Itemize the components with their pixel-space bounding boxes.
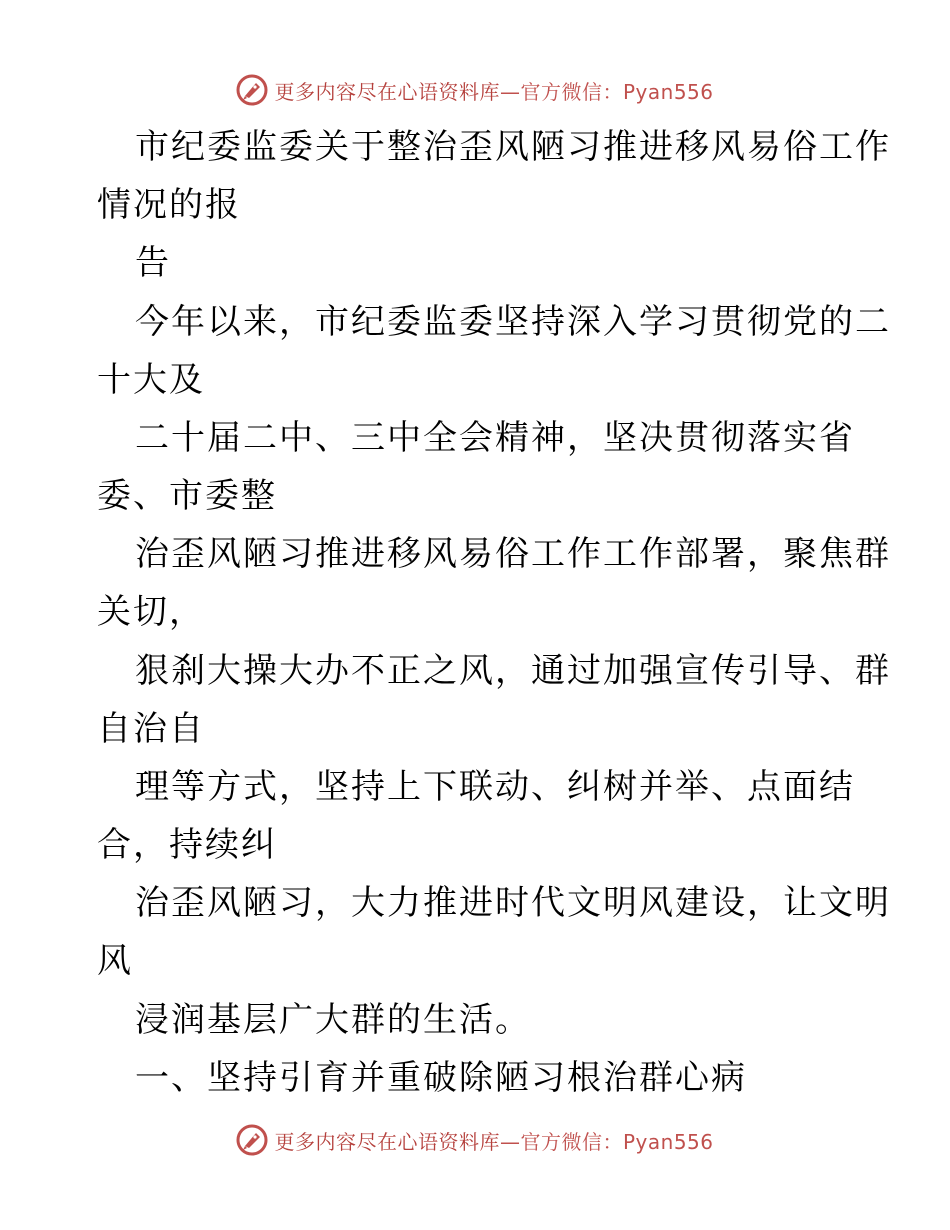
watermark-handle: Pyan556 (622, 1129, 714, 1154)
doc-line-7: 委、市委整 (97, 476, 277, 516)
footer-watermark (0, 1120, 950, 1160)
watermark-main-text: 更多内容尽在心语资料库 (274, 79, 500, 104)
doc-line-1: 市纪委监委关于整治歪风陋习推进移风易俗工作 (135, 127, 891, 167)
pen-nib-logo-icon (236, 74, 268, 106)
doc-line-2: 情况的报 (97, 185, 241, 225)
watermark-main-text: 更多内容尽在心语资料库 (274, 1129, 500, 1154)
watermark-separator: — (499, 79, 521, 104)
doc-line-16: 浸润基层广大群的生活。 (135, 1000, 531, 1040)
doc-line-12: 理等方式，坚持上下联动、纠树并举、点面结 (135, 767, 855, 807)
watermark-tail-text: 官方微信： (520, 79, 623, 104)
doc-line-13: 合，持续纠 (97, 825, 277, 865)
pen-nib-logo-icon (236, 1124, 268, 1156)
doc-line-10: 狠刹大操大办不正之风，通过加强宣传引导、群 (135, 651, 891, 691)
header-watermark (0, 70, 950, 110)
doc-line-3: 告 (135, 243, 171, 283)
doc-line-11: 自治自 (97, 709, 205, 749)
doc-line-15: 风 (97, 941, 133, 981)
doc-line-8: 治歪风陋习推进移风易俗工作工作部署，聚焦群 (135, 534, 891, 574)
watermark-text (274, 1126, 713, 1155)
doc-line-4: 今年以来，市纪委监委坚持深入学习贯彻党的二 (135, 302, 891, 342)
doc-line-5: 十大及 (97, 360, 205, 400)
watermark-separator: — (499, 1129, 521, 1154)
doc-line-14: 治歪风陋习，大力推进时代文明风建设，让文明 (135, 883, 891, 923)
doc-line-9: 关切， (97, 592, 205, 632)
watermark-text (274, 76, 713, 105)
watermark-tail-text: 官方微信： (520, 1129, 623, 1154)
watermark-handle: Pyan556 (622, 79, 714, 104)
doc-line-17: 一、坚持引育并重破除陋习根治群心病 (135, 1058, 747, 1098)
doc-line-6: 二十届二中、三中全会精神，坚决贯彻落实省 (135, 418, 855, 458)
